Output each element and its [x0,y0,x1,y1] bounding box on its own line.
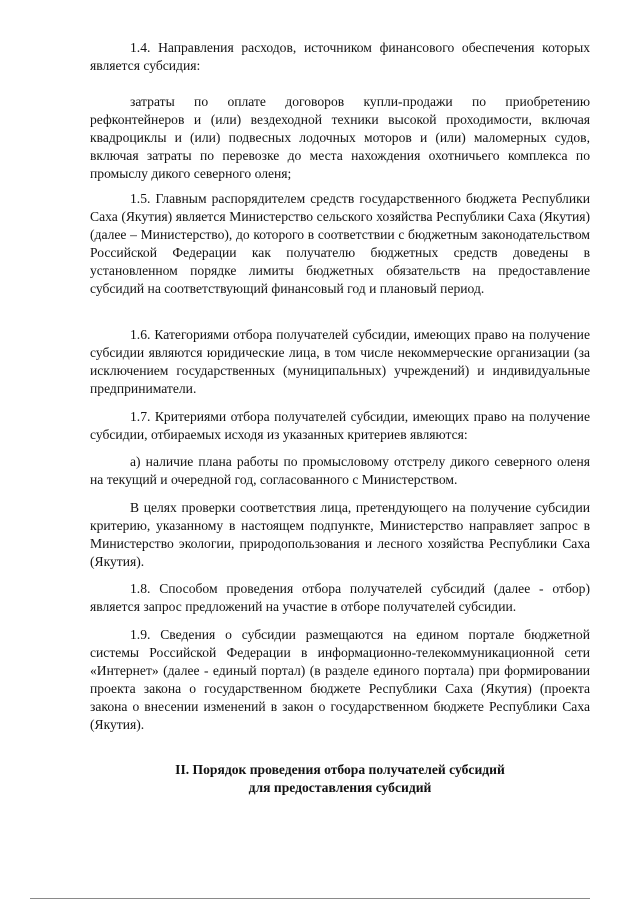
paragraph-text: В целях проверки соответствия лица, претендующего на получение субсидии критерию, указанному в настоящем подпункте, Министерство направляет запрос в Министерство экологии, природопользования и лесного хозяйства Республики Саха (Якутия). [90,500,590,569]
paragraph-text: затраты по оплате договоров купли-продажи по приобретению рефконтейнеров и (или) вездеходной техники высокой проходимости, включая квадроциклы и (или) подвесных лодочных моторов и (или) маломерных судов, включая затраты по перевозке до места нахождения охотничьего комплекса по промыслу дикого северного оленя; [90,94,590,181]
paragraph-1-6 [90,326,590,398]
paragraph-1-4 [90,39,590,75]
paragraph-criterion-a [90,453,590,489]
paragraph-text: 1.5. Главным распорядителем средств государственного бюджета Республики Саха (Якутия) является Министерство сельского хозяйства Республики Саха (Якутия) (далее – Министерство), до которого в соответствии с бюджетным законодательством Российской Федерации как получателю бюджетных средств доведены в установленном порядке лимиты бюджетных обязательств на предоставление субсидий на соответствующий финансовый год и плановый период. [90,191,590,296]
section-heading-line-1: II. Порядок проведения отбора получателей субсидий [175,762,505,777]
paragraph-text: 1.4. Направления расходов, источником финансового обеспечения которых является субсидия: [90,40,590,73]
section-heading [90,761,590,797]
scan-edge-line [30,898,590,899]
paragraph-1-5 [90,190,590,297]
paragraph-verification [90,499,590,571]
paragraph-expense-item [90,93,590,183]
paragraph-1-8 [90,580,590,616]
paragraph-text: 1.8. Способом проведения отбора получателей субсидий (далее - отбор) является запрос предложений на участие в отборе получателей субсидии. [90,581,590,614]
paragraph-text: 1.6. Категориями отбора получателей субсидии, имеющих право на получение субсидии являются юридические лица, в том числе некоммерческие организации (за исключением государственных (муниципальных) учреждений) и индивидуальные предприниматели. [90,327,590,396]
paragraph-1-9 [90,626,590,733]
paragraph-text: а) наличие плана работы по промысловому отстрелу дикого северного оленя на текущий и очередной год, согласованного с Министерством. [90,454,590,487]
paragraph-text: 1.9. Сведения о субсидии размещаются на едином портале бюджетной системы Российской Федерации в информационно-телекоммуникационной сети «Интернет» (далее - единый портал) (в разделе единого портала) при формировании проекта закона о государственном бюджете Республики Саха (Якутия) (проекта закона о внесении изменений в закон о государственном бюджете Республики Саха (Якутия). [90,627,590,732]
section-heading-line-2: для предоставления субсидий [248,780,432,795]
paragraph-1-7 [90,408,590,444]
paragraph-text: 1.7. Критериями отбора получателей субсидии, имеющих право на получение субсидии, отбираемых исходя из указанных критериев являются: [90,409,590,442]
